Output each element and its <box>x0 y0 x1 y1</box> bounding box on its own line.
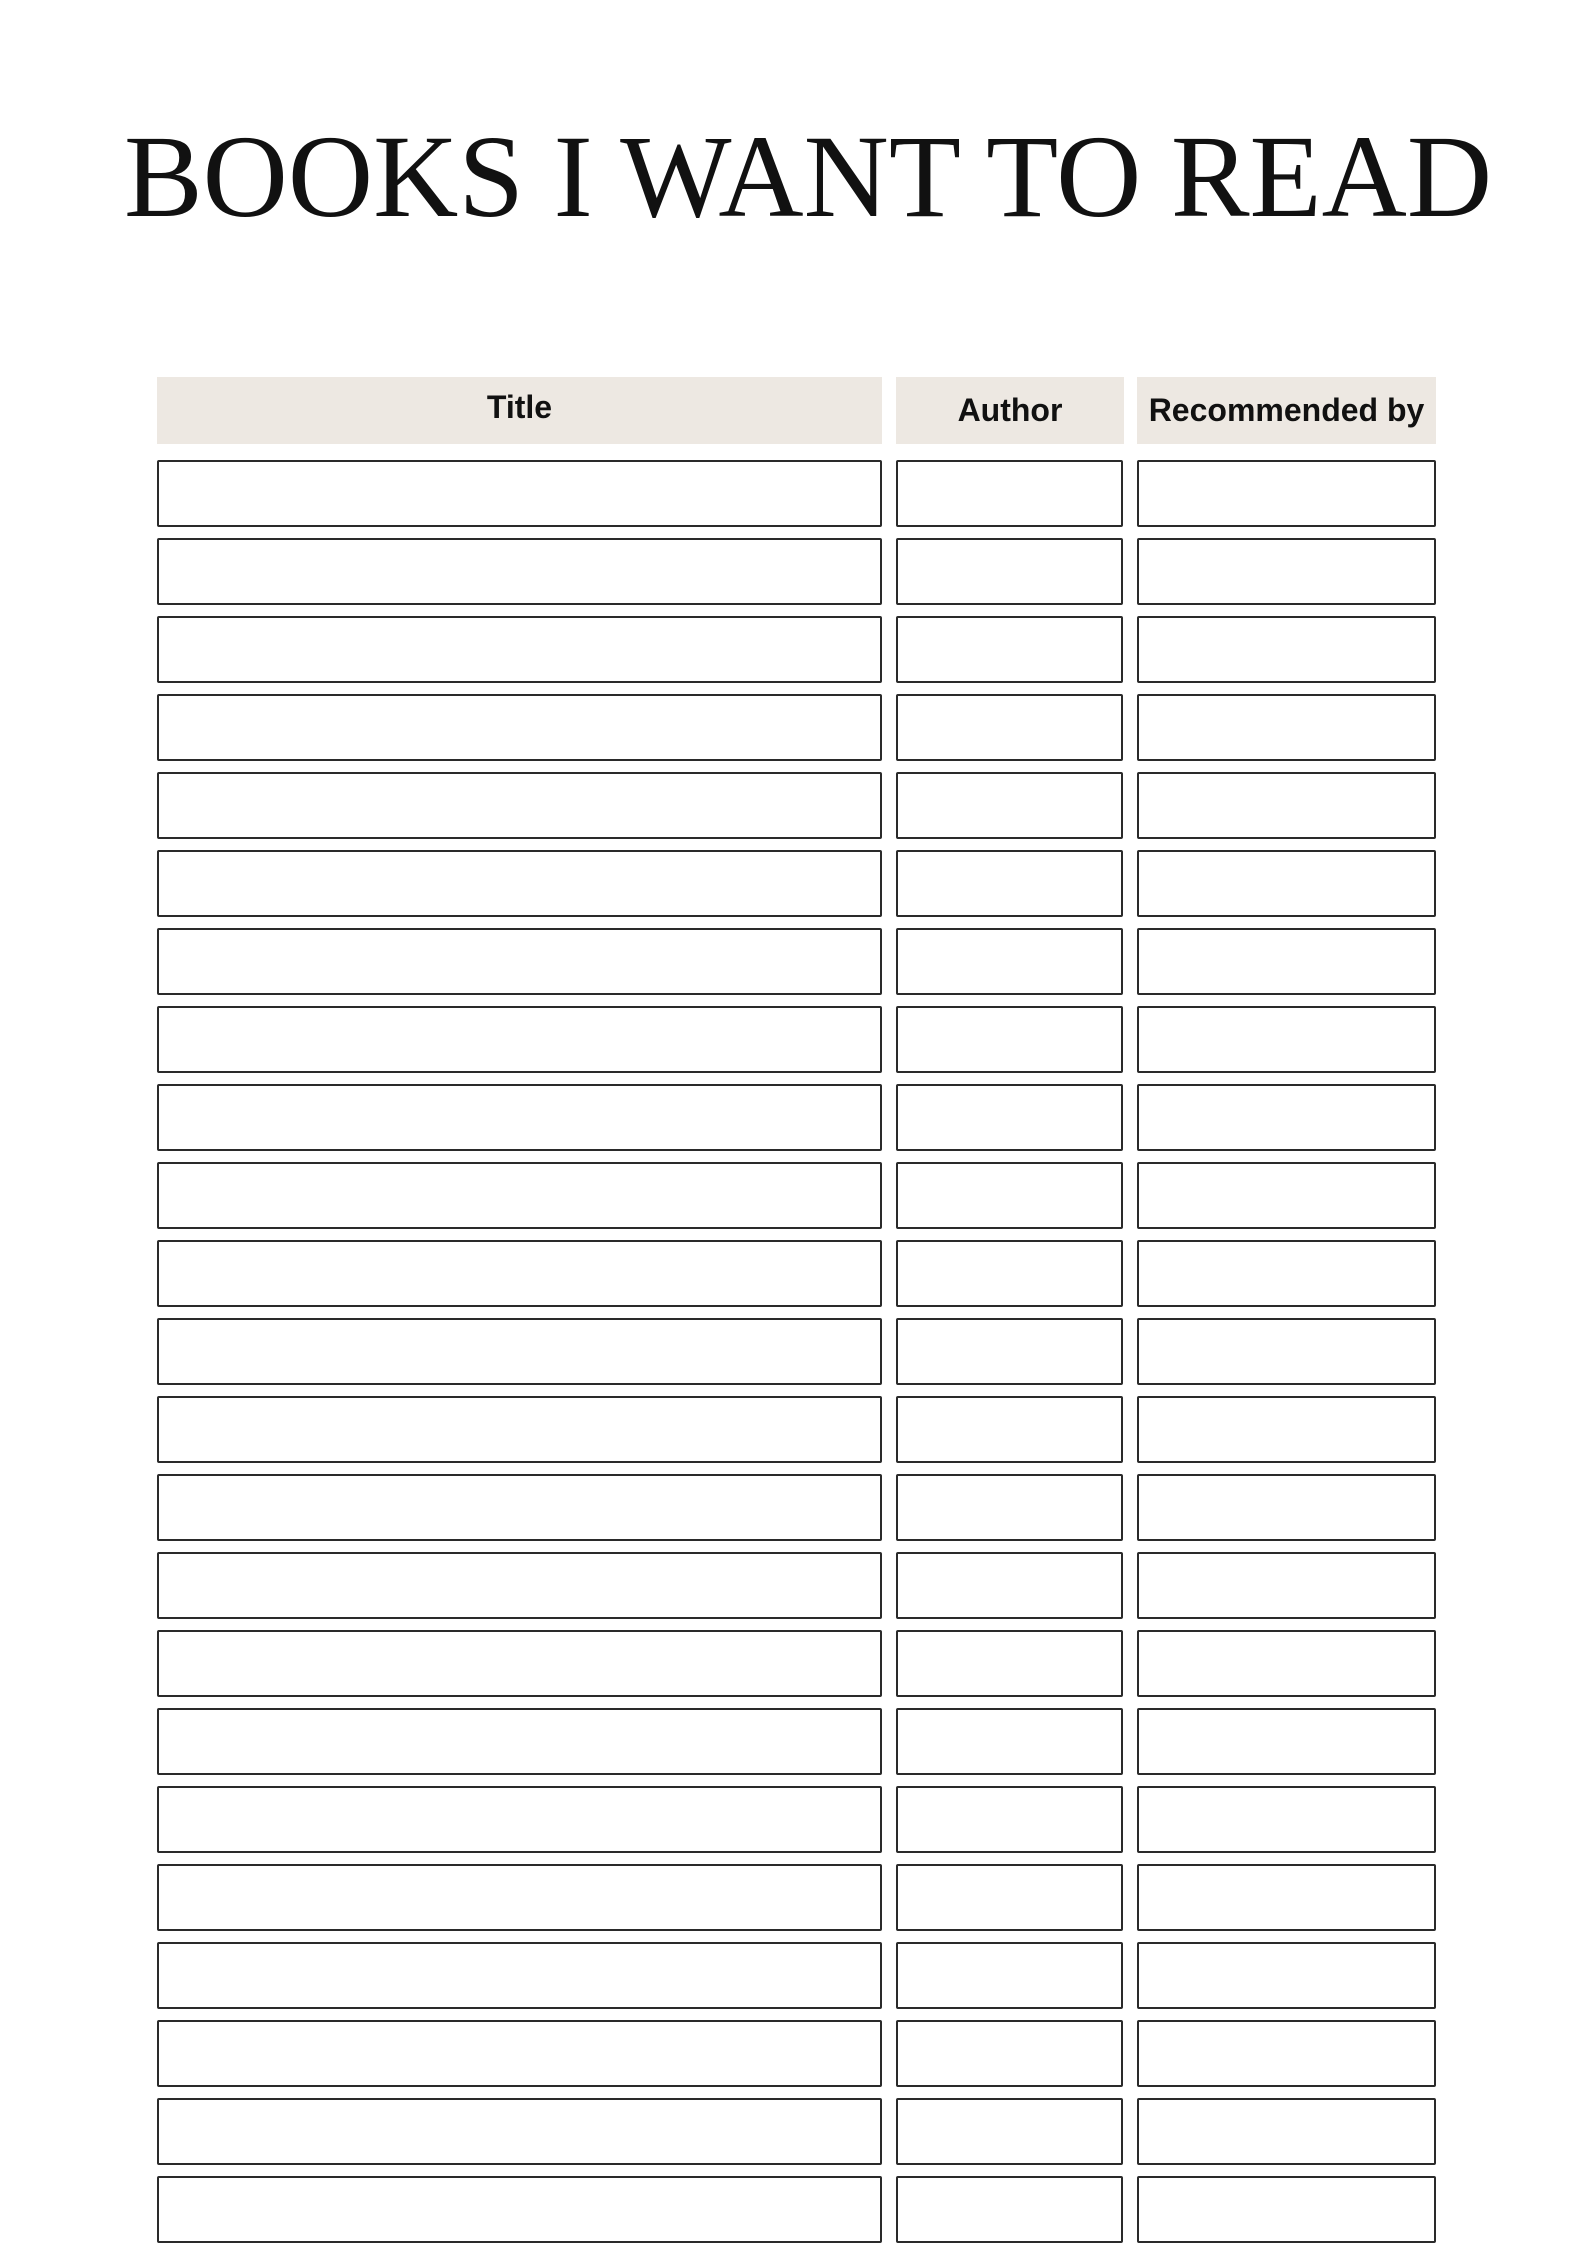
column-header-author <box>896 377 1124 444</box>
table-row <box>157 2176 1436 2243</box>
table-row <box>157 616 1436 683</box>
table-row <box>157 1084 1436 1151</box>
recommended-by-field[interactable] <box>1137 2176 1436 2243</box>
author-field[interactable] <box>896 1084 1123 1151</box>
author-field[interactable] <box>896 538 1123 605</box>
author-field[interactable] <box>896 1786 1123 1853</box>
recommended-by-field[interactable] <box>1137 538 1436 605</box>
recommended-by-field[interactable] <box>1137 1162 1436 1229</box>
recommended-by-field[interactable] <box>1137 1552 1436 1619</box>
table-row <box>157 1162 1436 1229</box>
author-field[interactable] <box>896 1162 1123 1229</box>
author-field[interactable] <box>896 1630 1123 1697</box>
table-header <box>157 377 1436 444</box>
recommended-by-field[interactable] <box>1137 2020 1436 2087</box>
author-field[interactable] <box>896 1864 1123 1931</box>
table-row <box>157 1318 1436 1385</box>
column-header-author-label: Author <box>957 392 1063 428</box>
table-row <box>157 2020 1436 2087</box>
author-field[interactable] <box>896 1708 1123 1775</box>
recommended-by-field[interactable] <box>1137 1474 1436 1541</box>
table-row <box>157 538 1436 605</box>
title-field[interactable] <box>157 772 882 839</box>
title-field[interactable] <box>157 1240 882 1307</box>
table-row <box>157 1708 1436 1775</box>
author-field[interactable] <box>896 1474 1123 1541</box>
recommended-by-field[interactable] <box>1137 1786 1436 1853</box>
table-row <box>157 1630 1436 1697</box>
title-field[interactable] <box>157 1084 882 1151</box>
table-row <box>157 1552 1436 1619</box>
recommended-by-field[interactable] <box>1137 1630 1436 1697</box>
title-field[interactable] <box>157 538 882 605</box>
title-field[interactable] <box>157 1006 882 1073</box>
table-row <box>157 772 1436 839</box>
author-field[interactable] <box>896 1240 1123 1307</box>
author-field[interactable] <box>896 772 1123 839</box>
recommended-by-field[interactable] <box>1137 616 1436 683</box>
reading-list-table <box>157 377 1436 2254</box>
page-title: BOOKS I WANT TO READ <box>123 111 1493 242</box>
recommended-by-field[interactable] <box>1137 772 1436 839</box>
title-field[interactable] <box>157 694 882 761</box>
table-row <box>157 928 1436 995</box>
recommended-by-field[interactable] <box>1137 460 1436 527</box>
title-field[interactable] <box>157 1864 882 1931</box>
title-field[interactable] <box>157 1630 882 1697</box>
title-field[interactable] <box>157 2098 882 2165</box>
author-field[interactable] <box>896 694 1123 761</box>
table-row <box>157 1786 1436 1853</box>
table-row <box>157 694 1436 761</box>
recommended-by-field[interactable] <box>1137 2098 1436 2165</box>
title-field[interactable] <box>157 1318 882 1385</box>
table-row <box>157 1864 1436 1931</box>
table-row <box>157 1006 1436 1073</box>
recommended-by-field[interactable] <box>1137 1240 1436 1307</box>
column-header-title-label: Title <box>486 389 553 425</box>
author-field[interactable] <box>896 1318 1123 1385</box>
recommended-by-field[interactable] <box>1137 694 1436 761</box>
title-field[interactable] <box>157 1786 882 1853</box>
table-row <box>157 2098 1436 2165</box>
author-field[interactable] <box>896 2020 1123 2087</box>
author-field[interactable] <box>896 460 1123 527</box>
author-field[interactable] <box>896 1006 1123 1073</box>
recommended-by-field[interactable] <box>1137 850 1436 917</box>
author-field[interactable] <box>896 1396 1123 1463</box>
recommended-by-field[interactable] <box>1137 1006 1436 1073</box>
title-field[interactable] <box>157 1552 882 1619</box>
recommended-by-field[interactable] <box>1137 1396 1436 1463</box>
title-field[interactable] <box>157 2020 882 2087</box>
author-field[interactable] <box>896 2176 1123 2243</box>
title-field[interactable] <box>157 2176 882 2243</box>
column-header-recommended-by-label: Recommended by <box>1148 392 1425 428</box>
title-field[interactable] <box>157 616 882 683</box>
author-field[interactable] <box>896 616 1123 683</box>
column-header-title <box>157 377 882 444</box>
title-field[interactable] <box>157 1162 882 1229</box>
title-field[interactable] <box>157 850 882 917</box>
author-field[interactable] <box>896 1552 1123 1619</box>
title-field[interactable] <box>157 1396 882 1463</box>
recommended-by-field[interactable] <box>1137 1318 1436 1385</box>
table-row <box>157 1942 1436 2009</box>
author-field[interactable] <box>896 928 1123 995</box>
recommended-by-field[interactable] <box>1137 1708 1436 1775</box>
recommended-by-field[interactable] <box>1137 1084 1436 1151</box>
recommended-by-field[interactable] <box>1137 1942 1436 2009</box>
title-field[interactable] <box>157 928 882 995</box>
title-field[interactable] <box>157 1474 882 1541</box>
author-field[interactable] <box>896 2098 1123 2165</box>
title-field[interactable] <box>157 1708 882 1775</box>
table-row <box>157 1474 1436 1541</box>
table-body <box>157 460 1436 2243</box>
recommended-by-field[interactable] <box>1137 1864 1436 1931</box>
table-row <box>157 460 1436 527</box>
author-field[interactable] <box>896 1942 1123 2009</box>
table-row <box>157 1240 1436 1307</box>
title-field[interactable] <box>157 460 882 527</box>
title-field[interactable] <box>157 1942 882 2009</box>
recommended-by-field[interactable] <box>1137 928 1436 995</box>
column-header-recommended-by <box>1137 377 1436 444</box>
table-row <box>157 850 1436 917</box>
table-row <box>157 1396 1436 1463</box>
author-field[interactable] <box>896 850 1123 917</box>
